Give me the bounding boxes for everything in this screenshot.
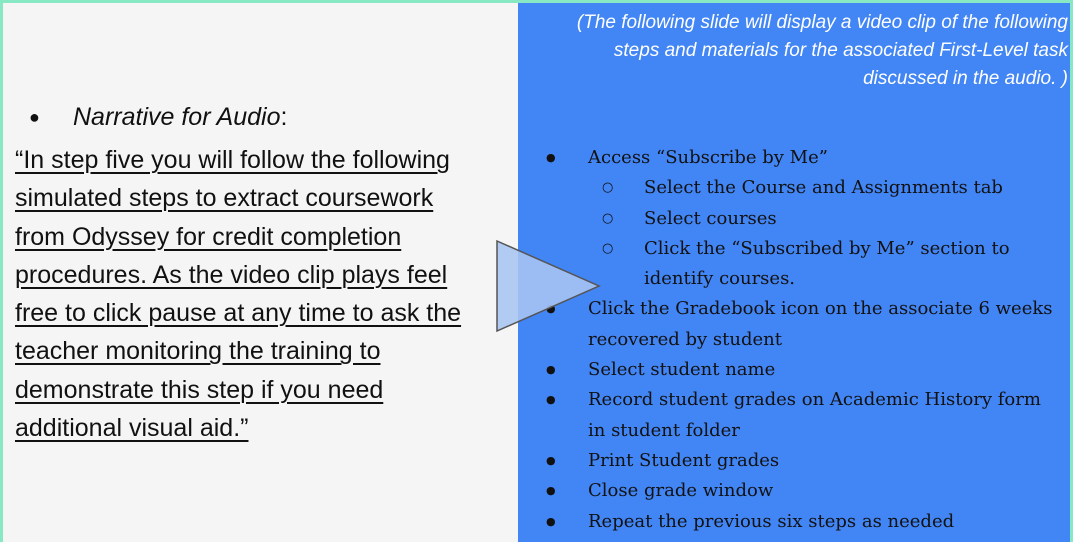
- step-label: Print Student grades: [588, 449, 780, 471]
- narrative-text: [15, 141, 485, 447]
- narrative-text-content: “In step five you will follow the following simulated steps to extract coursework from Odyssey for credit completion procedures. As the video clip plays feel free to click pause at any time to ask the teacher monitoring the training to demonstrate this step if you need additional visual aid.”: [15, 146, 462, 443]
- bullet-icon: ●: [29, 107, 40, 127]
- step-label: Repeat the previous six steps as needed: [588, 510, 955, 532]
- step-item: [540, 446, 1060, 476]
- step-item: [540, 355, 1060, 385]
- step-label: Click the Gradebook icon on the associate 6 weeks recovered by student: [588, 298, 1053, 350]
- video-note: (The following slide will display a video clip of the following steps and materials for the associated First-Level task discussed in the audio. ): [576, 12, 1068, 89]
- steps-list: [540, 143, 1060, 537]
- narrative-heading-colon: :: [280, 103, 288, 131]
- narrative-panel: [3, 3, 518, 542]
- substep-item: [588, 204, 1060, 234]
- step-label: Select student name: [588, 359, 776, 381]
- step-item: [540, 507, 1060, 537]
- step-label: Close grade window: [588, 480, 774, 502]
- substep-label: Select the Course and Assignments tab: [644, 177, 1003, 199]
- substeps-list: [588, 173, 1060, 294]
- step-item: [540, 294, 1060, 355]
- step-item: [540, 385, 1060, 446]
- substep-item: [588, 173, 1060, 203]
- narrative-heading: [29, 101, 287, 133]
- step-label: Record student grades on Academic History form in student folder: [588, 389, 1041, 441]
- step-label: Access “Subscribe by Me”: [588, 147, 828, 168]
- slide: [3, 3, 1070, 542]
- substep-label: Click the “Subscribed by Me” section to identify courses.: [644, 237, 1010, 290]
- substep-item: [588, 234, 1060, 295]
- step-item: [540, 476, 1060, 506]
- play-icon[interactable]: [493, 237, 605, 335]
- substep-label: Select courses: [644, 207, 777, 229]
- narrative-heading-label: Narrative for Audio: [73, 103, 281, 131]
- step-item: [540, 143, 1060, 294]
